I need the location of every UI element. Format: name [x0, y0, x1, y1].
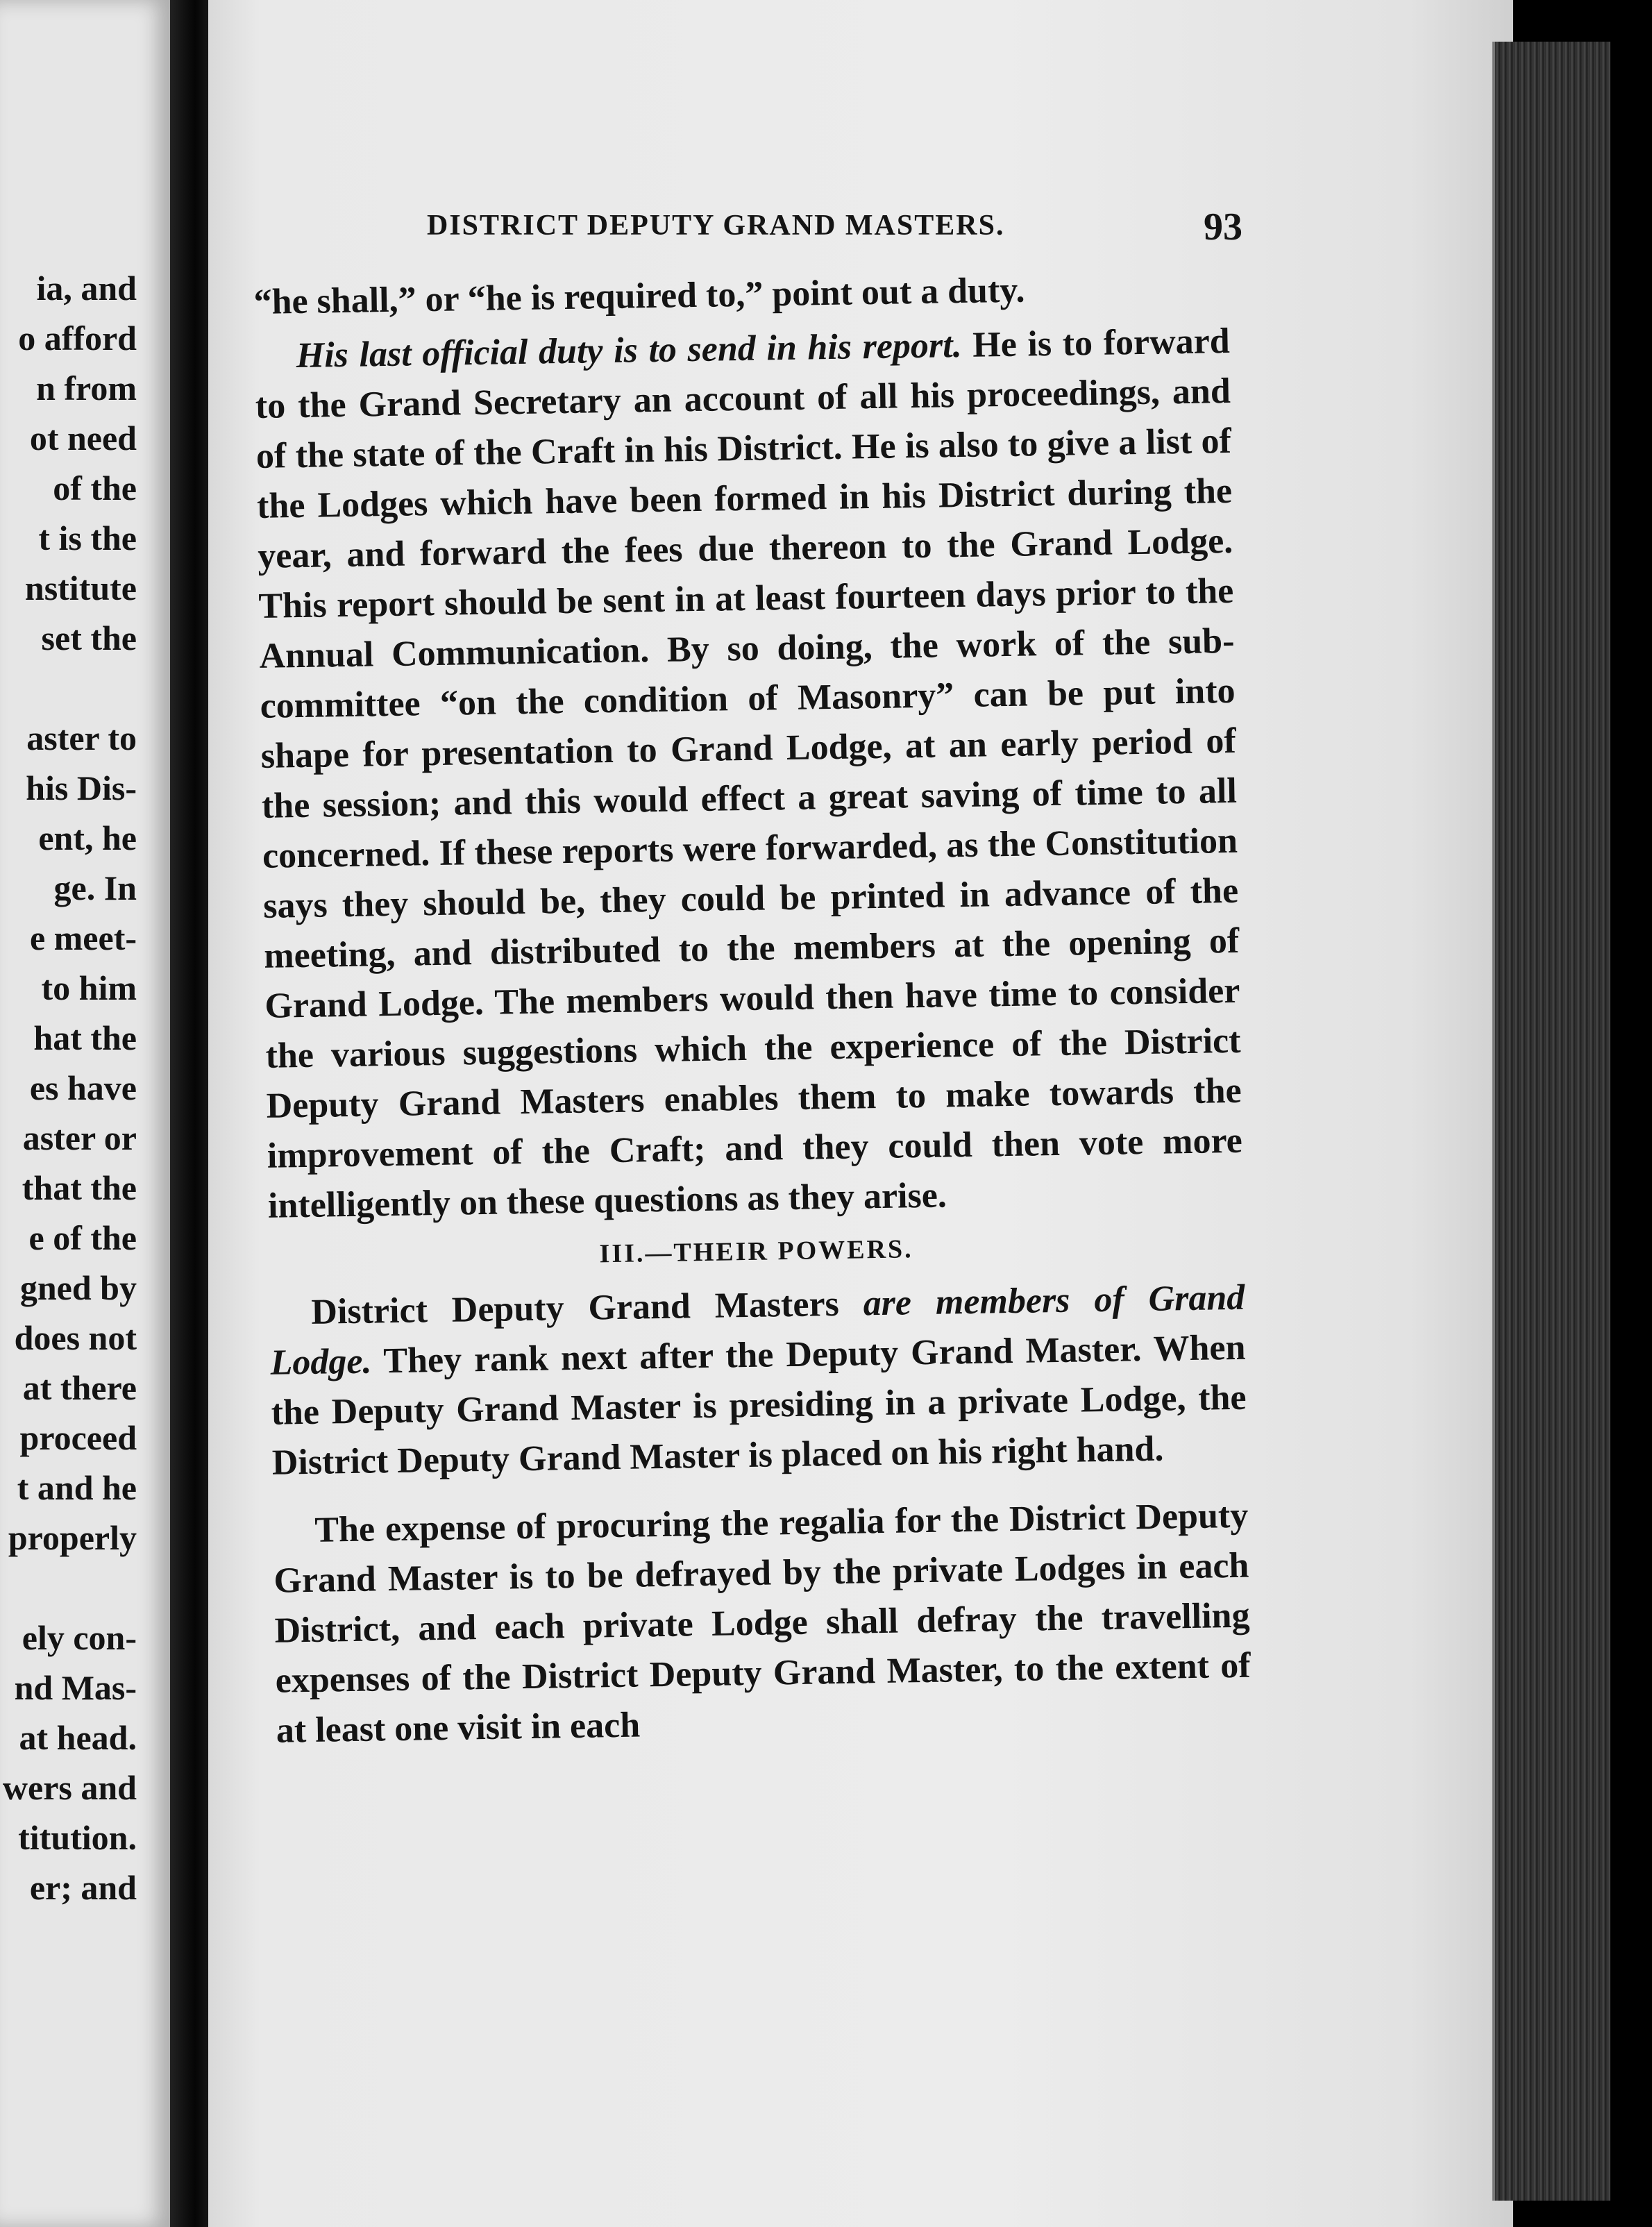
previous-page-line: that the — [22, 1168, 137, 1207]
paragraph-1: “he shall,” or “he is required to,” point out a duty. — [253, 270, 1025, 322]
paragraph-4: The expense of procuring the regalia for the District Deputy Grand Master is to be defrayed by the private Lodges in each District, and each private Lodge shall defray the travelling expenses of the District Deputy Grand Master, to the extent of at least one visit in each — [273, 1495, 1251, 1751]
previous-page-line: nd Mas- — [14, 1668, 137, 1707]
previous-page-line: es have — [29, 1068, 137, 1107]
previous-page-line: e meet- — [29, 918, 137, 957]
previous-page-line: wers and — [2, 1768, 137, 1807]
previous-page-line: e of the — [28, 1218, 137, 1257]
page-edges — [1492, 42, 1613, 2201]
page-header — [427, 205, 1242, 253]
section-heading: III.—THEIR POWERS. — [599, 1234, 913, 1269]
paragraph-2-italic-lead: His last official duty is to send in his report. — [296, 325, 963, 376]
paragraph-2 — [254, 317, 1243, 1232]
paragraph-3-text-after: They rank next after the Deputy Grand Master. When the Deputy Grand Master is presiding in a private Lodge, the District Deputy Grand Master is placed on his right hand. — [271, 1327, 1247, 1483]
previous-page-line: ge. In — [53, 868, 137, 907]
previous-page-line: his Dis- — [26, 768, 137, 807]
page-number: 93 — [1204, 205, 1242, 249]
previous-page-line: o afford — [18, 319, 137, 358]
previous-page-line: ely con- — [22, 1618, 137, 1657]
running-head: DISTRICT DEPUTY GRAND MASTERS. — [427, 210, 1005, 242]
previous-page-line: proceed — [19, 1418, 137, 1457]
body-text — [253, 262, 1251, 1756]
previous-page-line: ia, and — [36, 269, 137, 308]
paragraph-3-italic: are members of Grand Lodge. — [270, 1277, 1245, 1383]
previous-page-line: hat the — [33, 1018, 137, 1057]
previous-page-line: aster to — [26, 718, 137, 757]
previous-page-edge — [0, 0, 170, 2227]
previous-page-line: er; and — [29, 1868, 137, 1907]
paragraph-3-text-before: District Deputy Grand Masters — [310, 1284, 864, 1332]
background-right — [1610, 0, 1652, 2227]
previous-page-line: n from — [36, 369, 137, 407]
previous-page-line: titution. — [18, 1818, 137, 1857]
paragraph-3 — [269, 1273, 1247, 1488]
paragraph-2-text: He is to forward to the Grand Secretary an account of all his proceedings, and of the state of the Craft in his District. He is also to give a list of the Lodges which have been formed in his District during the year, and forward the fees due thereon to the Grand Lodge. This report should be sent in at least fourteen days prior to the Annual Communication. By so doing, the work of the sub-committee “on the condition of Masonry” can be put into shape for presentation to Grand Lodge, at an early period of the session; and this would effect a great saving of time to all concerned. If these reports were forwarded, as the Constitution says they should be, they could be printed in advance of the meeting, and distributed to the members at the opening of Grand Lodge. The members would then have time to consider the various suggestions which the experience of the District Deputy Grand Masters enables them to make towards the improvement of the Craft; and they could then vote more intelligently on these questions as they arise. — [255, 321, 1243, 1226]
previous-page-line: set the — [41, 619, 137, 657]
previous-page-line: nstitute — [24, 569, 137, 607]
previous-page-line: properly — [8, 1518, 137, 1557]
previous-page-line: ot need — [29, 419, 137, 457]
previous-page-line: t is the — [38, 519, 137, 557]
previous-page-line: at head. — [19, 1718, 137, 1757]
previous-page-line: aster or — [22, 1118, 137, 1157]
book-gutter — [170, 0, 212, 2227]
previous-page-line: at there — [22, 1368, 137, 1407]
previous-page-line: to him — [41, 968, 137, 1007]
previous-page-line: of the — [53, 469, 137, 507]
previous-page-line: does not — [14, 1318, 137, 1357]
previous-page-line: ent, he — [38, 818, 137, 857]
previous-page-line: gned by — [19, 1268, 137, 1307]
previous-page-line: t and he — [17, 1468, 137, 1507]
